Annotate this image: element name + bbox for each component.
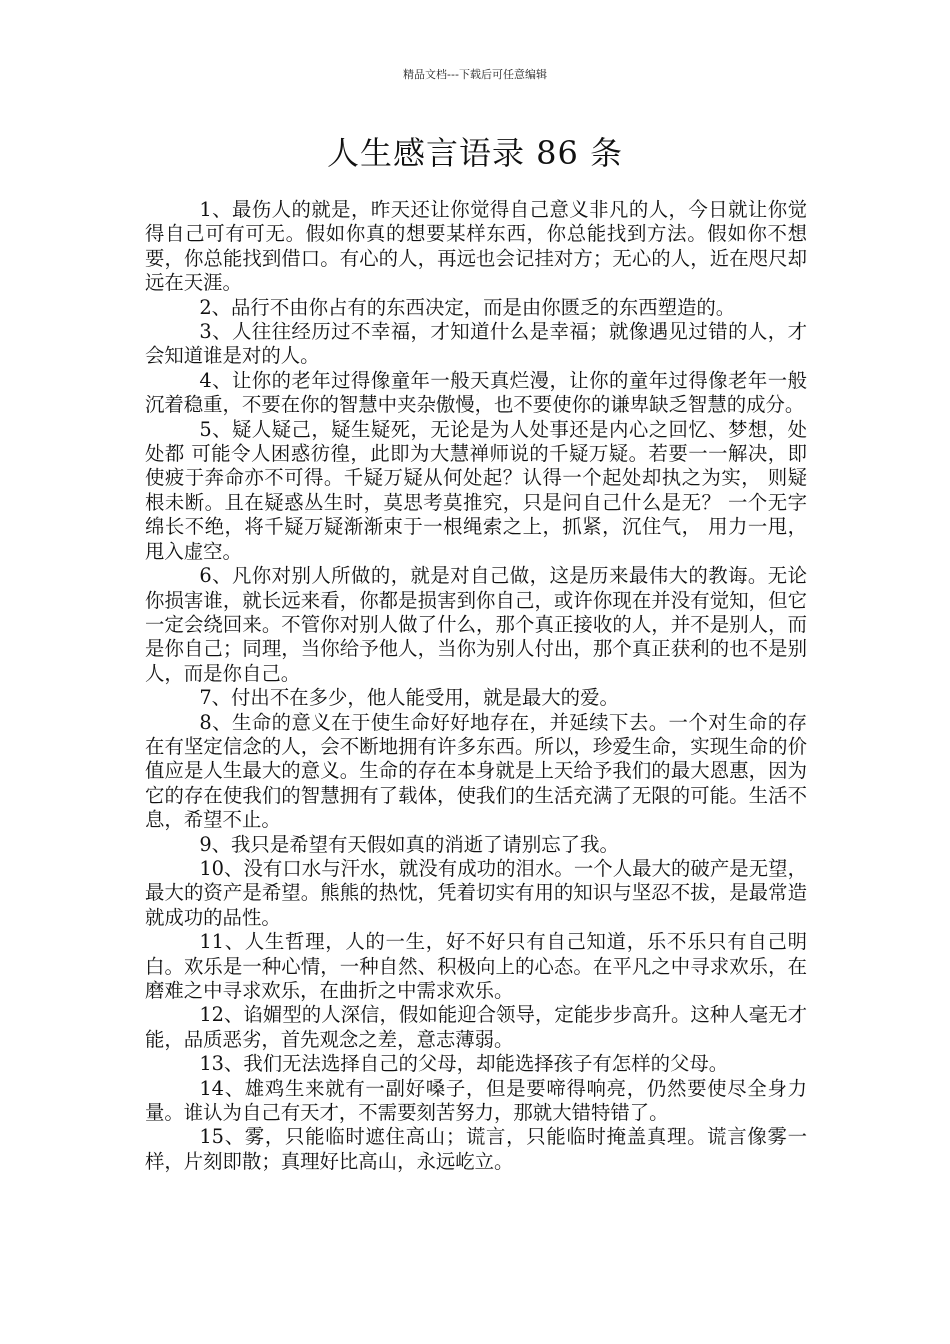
paragraph: 1、最伤人的就是，昨天还让你觉得自己意义非凡的人，今日就让你觉得自己可有可无。假如你真的想要某样东西，你总能找到方法。假如你不想要，你总能找到借口。有心的人，再远也会记挂对方；无心的人，近在咫尺却远在天涯。	[145, 198, 807, 295]
paragraph: 11、人生哲理，人的一生，好不好只有自己知道，乐不乐只有自己明白。欢乐是一种心情，一种自然、积极向上的心态。在平凡之中寻求欢乐，在磨难之中寻求欢乐，在曲折之中需求欢乐。	[145, 930, 807, 1002]
paragraph: 7、付出不在多少，他人能受用，就是最大的爱。	[199, 686, 619, 710]
paragraph: 5、疑人疑己，疑生疑死，无论是为人处事还是内心之回忆、梦想，处处都 可能令人困惑彷徨，此即为大慧禅师说的千疑万疑。若要一一解决，即 使疲于奔命亦不可得。千疑万疑从何处起？认得一个起处却执之为实， 则疑根未断。且在疑惑丛生时，莫思考莫推究，只是问自己什么是无？ 一个无字绵长不绝，将千疑万疑渐渐束于一根绳索之上，抓紧，沉住气， 用力一甩，甩入虚空。	[145, 417, 807, 563]
paragraph: 2、品行不由你占有的东西决定，而是由你匮乏的东西塑造的。	[199, 295, 736, 319]
paragraph: 8、生命的意义在于使生命好好地存在，并延续下去。一个对生命的存在有坚定信念的人，会不断地拥有许多东西。所以，珍爱生命，实现生命的价值应是人生最大的意义。生命的存在本身就是上天给予我们的最大恩惠，因为它的存在使我们的智慧拥有了载体，使我们的生活充满了无限的可能。生活不息，希望不止。	[145, 710, 807, 832]
paragraph: 15、雾，只能临时遮住高山；谎言，只能临时掩盖真理。谎言像雾一样，片刻即散；真理好比高山，永远屹立。	[145, 1125, 807, 1173]
paragraph: 14、雄鸡生来就有一副好嗓子，但是要啼得响亮，仍然要使尽全身力量。谁认为自己有天才，不需要刻苦努力，那就大错特错了。	[145, 1076, 807, 1125]
page-header: 精品文档---下载后可任意编辑	[403, 68, 547, 81]
paragraph: 3、人往往经历过不幸福，才知道什么是幸福；就像遇见过错的人，才会知道谁是对的人。	[145, 320, 807, 368]
paragraph: 12、谄媚型的人深信，假如能迎合领导，定能步步高升。这种人毫无才能，品质恶劣，首先观念之差，意志薄弱。	[145, 1003, 807, 1051]
paragraph: 4、让你的老年过得像童年一般天真烂漫，让你的童年过得像老年一般沉着稳重，不要在你的智慧中夹杂傲慢，也不要使你的谦卑缺乏智慧的成分。	[145, 368, 807, 417]
document-body	[145, 198, 807, 1174]
paragraph: 10、没有口水与汗水，就没有成功的泪水。一个人最大的破产是无望，最大的资产是希望。熊熊的热忱，凭着切实有用的知识与坚忍不拔，是最常造就成功的品性。	[145, 856, 807, 929]
document-title: 人生感言语录 86 条	[326, 134, 624, 172]
paragraph: 13、我们无法选择自己的父母，却能选择孩子有怎样的父母。	[199, 1052, 729, 1076]
paragraph: 6、凡你对别人所做的，就是对自己做，这是历来最伟大的教诲。无论你损害谁，就长远来看，你都是损害到你自己，或许你现在并没有觉知，但它一定会绕回来。不管你对别人做了什么，那个真正接收的人，并不是别人，而是你自己；同理，当你给予他人，当你为别人付出，那个真正获利的也不是别人，而是你自己。	[145, 564, 807, 685]
paragraph: 9、我只是希望有天假如真的消逝了请别忘了我。	[199, 832, 619, 856]
